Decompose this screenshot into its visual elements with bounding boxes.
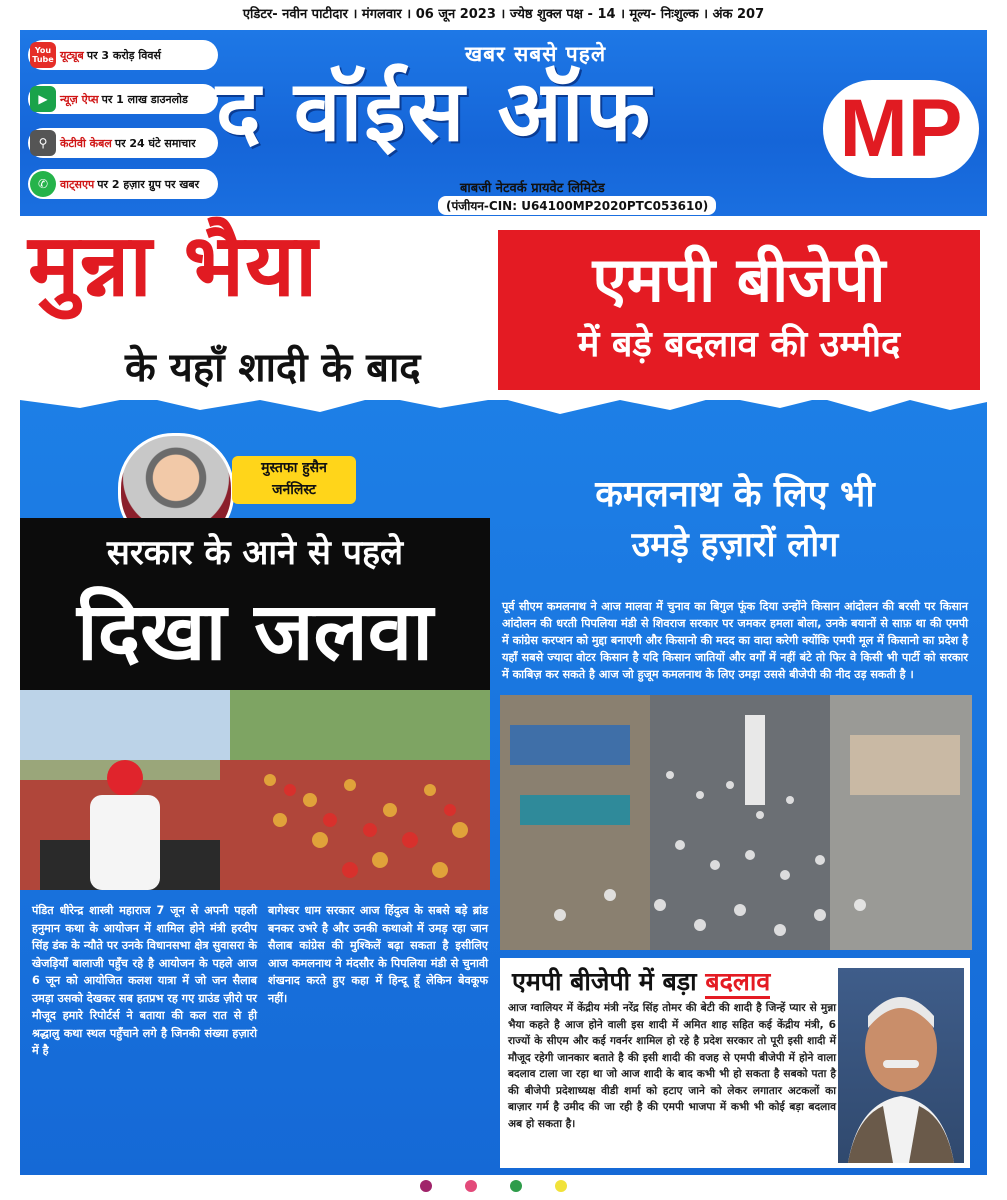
promo-whatsapp[interactable]: ✆ वाट्सएप पर 2 हज़ार ग्रुप पर खबर [28,169,218,199]
headline-bjp-line2: में बड़े बदलाव की उम्मीद [577,324,901,365]
bjp-change-headline: एमपी बीजेपी में बड़ा बदलाव [512,964,770,998]
kalash-yatra-crowd-photo [20,690,490,890]
page-dot-4 [555,1180,567,1192]
headline-bjp-box [498,230,980,390]
mp-badge: MP [823,80,979,178]
newspaper-title: द वॉईस ऑफ [216,62,653,160]
black-headline-box [20,518,490,690]
kamalnath-rally-photo [500,695,972,950]
tagline: खबर सबसे पहले [465,42,607,66]
promo-cable[interactable]: ⚲ केटीवी केबल पर 24 घंटे समाचार [28,128,218,158]
company-name: बाबजी नेटवर्क प्रायवेट लिमिटेड [460,181,605,196]
reporter-role: जर्नलिस्ट [272,482,316,498]
registration-cin: (पंजीयन-CIN: U64100MP2020PTC053610) [438,196,716,215]
reporter-tag [232,456,356,504]
black-headline-line2: दिखा जलवा [76,585,433,678]
headline-bjp-line1: एमपी बीजेपी [592,243,886,316]
promo-news-app[interactable]: ▶ न्यूज़ ऐप्स पर 1 लाख डाउनलोड [28,84,218,114]
issue-info-line: एडिटर- नवीन पाटीदार । मंगलवार । 06 जून 2023 । ज्येष्ठ शुक्ल पक्ष - 14 । मूल्य- निःशुल्क । अंक 207 [0,0,1007,30]
headline-munna-bhaiya: मुन्ना भैया [28,216,319,316]
torn-paper-edge [20,392,987,422]
bjp-change-highlight: बदलाव [705,967,770,999]
bjp-change-article-text: आज ग्वालियर में केंद्रीय मंत्री नरेंद्र सिंह तोमर की बेटी की शादी है जिन्हें प्यार से मुन्ना भैया कहते है आज होने वाली इस शादी में अमित शाह सहित कई केंद्रीय मंत्री, 6 राज्यों के सीएम और कई गवर्नर शामिल हो रहे है प्रदेश सरकार तो पूरी इसी शादी में मौजूद रहेगी जानकार बताते है की इसी शादी की वजह से एमपी बीजेपी में होने वाला बदलाव टाला जा रहा था जो आज शादी के बाद कभी भी हो सकता है सबको पता है की बीजेपी प्रदेशाध्यक्ष वीडी शर्मा को हटाए जाने को लेकर लगातार अटकलों का बाज़ार गर्म है उमीद की जा रही है की एमपी भाजपा में कभी भी कोई बड़ा बदलाव अब हो सकता है। [508,1002,836,1130]
page-dot-1 [420,1180,432,1192]
kamalnath-headline [520,470,950,570]
bageshwar-dham-article-text: बागेश्वर धाम सरकार आज हिंदुत्व के सबसे बड़े ब्रांड बनकर उभरे है और उनकी कथाओ में उमड़ रहा जान सैलाब कांग्रेस की मुश्किलें बढ़ा सकता है इसीलिए आज कमलनाथ ने मंदसौर के पिपलिया मंडी से चुनावी शंखनाद करते हुए कहा में हिन्दू हूँ लेकिन बेवकूफ नहीं। [268,904,488,1005]
page-dot-3 [510,1180,522,1192]
dhirendra-shastri-article-text: पंडित धीरेन्द्र शास्त्री महाराज 7 जून से अपनी पहली हनुमान कथा के आयोजन में शामिल होने मंत्री हरदीप सिंह डंक के न्यौते पर उनके विधानसभा क्षेत्र सुवासरा के खेजड़ियाँ बालाजी पहुँच रहे है आयोजन के पहले आज 6 जून को आयोजित कलश यात्रा में जो जन सैलाब उमड़ा उसको देखकर सब हतप्रभ रह गए ग्राउंड ज़ीरो पर मौजूद हमारे रिपोर्टर्स ने बताया की कल रात से ही श्रद्धालु कथा स्थल पहुँचाने लगे है जिनकी संख्या हज़ारो में है [32,904,257,1057]
kamalnath-headline-line2: उमड़े हज़ारों लोग [631,525,839,565]
whatsapp-icon: ✆ [30,171,56,197]
black-headline-line1: सरकार के आने से पहले [106,533,404,573]
youtube-icon: You Tube [30,42,56,68]
play-store-icon: ▶ [30,86,56,112]
masthead [20,30,987,216]
antenna-icon: ⚲ [30,130,56,156]
kamalnath-headline-line1: कमलनाथ के लिए भी [595,474,875,515]
minister-portrait [838,968,964,1163]
reporter-name: मुस्तफा हुसैन [261,460,327,476]
headline-munna-subtitle: के यहाँ शादी के बाद [125,345,421,391]
page-dot-2 [465,1180,477,1192]
promo-youtube[interactable]: You Tube यूट्यूब पर 3 करोड़ विवर्स [28,40,218,70]
kamalnath-article-text: पूर्व सीएम कमलनाथ ने आज मालवा में चुनाव का बिगुल फूंक दिया उन्होंने किसान आंदोलन की बरसी पर किसान आंदोलन की धरती पिपलिया मंडी से शिवराज सरकार पर जमकर हमला बोला, उनके बयानों से साफ़ था की एमपी में कांग्रेस करप्शन को मुद्दा बनाएगी और किसानो की मदद का वादा करेगी क्योंकि एमपी मूल में किसानो का प्रदेश है यहाँ सबसे ज्यादा वोटर किसान है यदि किसान जातियों और वर्गों में नहीं बंटे तो फिर वे किसी भी पार्टी को सरकार में काबिज़ कर सकते है आज जो हुजूम कमलनाथ के लिए उमड़ा उससे बीजेपी की नीद उड़ सकती है । [502,600,968,681]
